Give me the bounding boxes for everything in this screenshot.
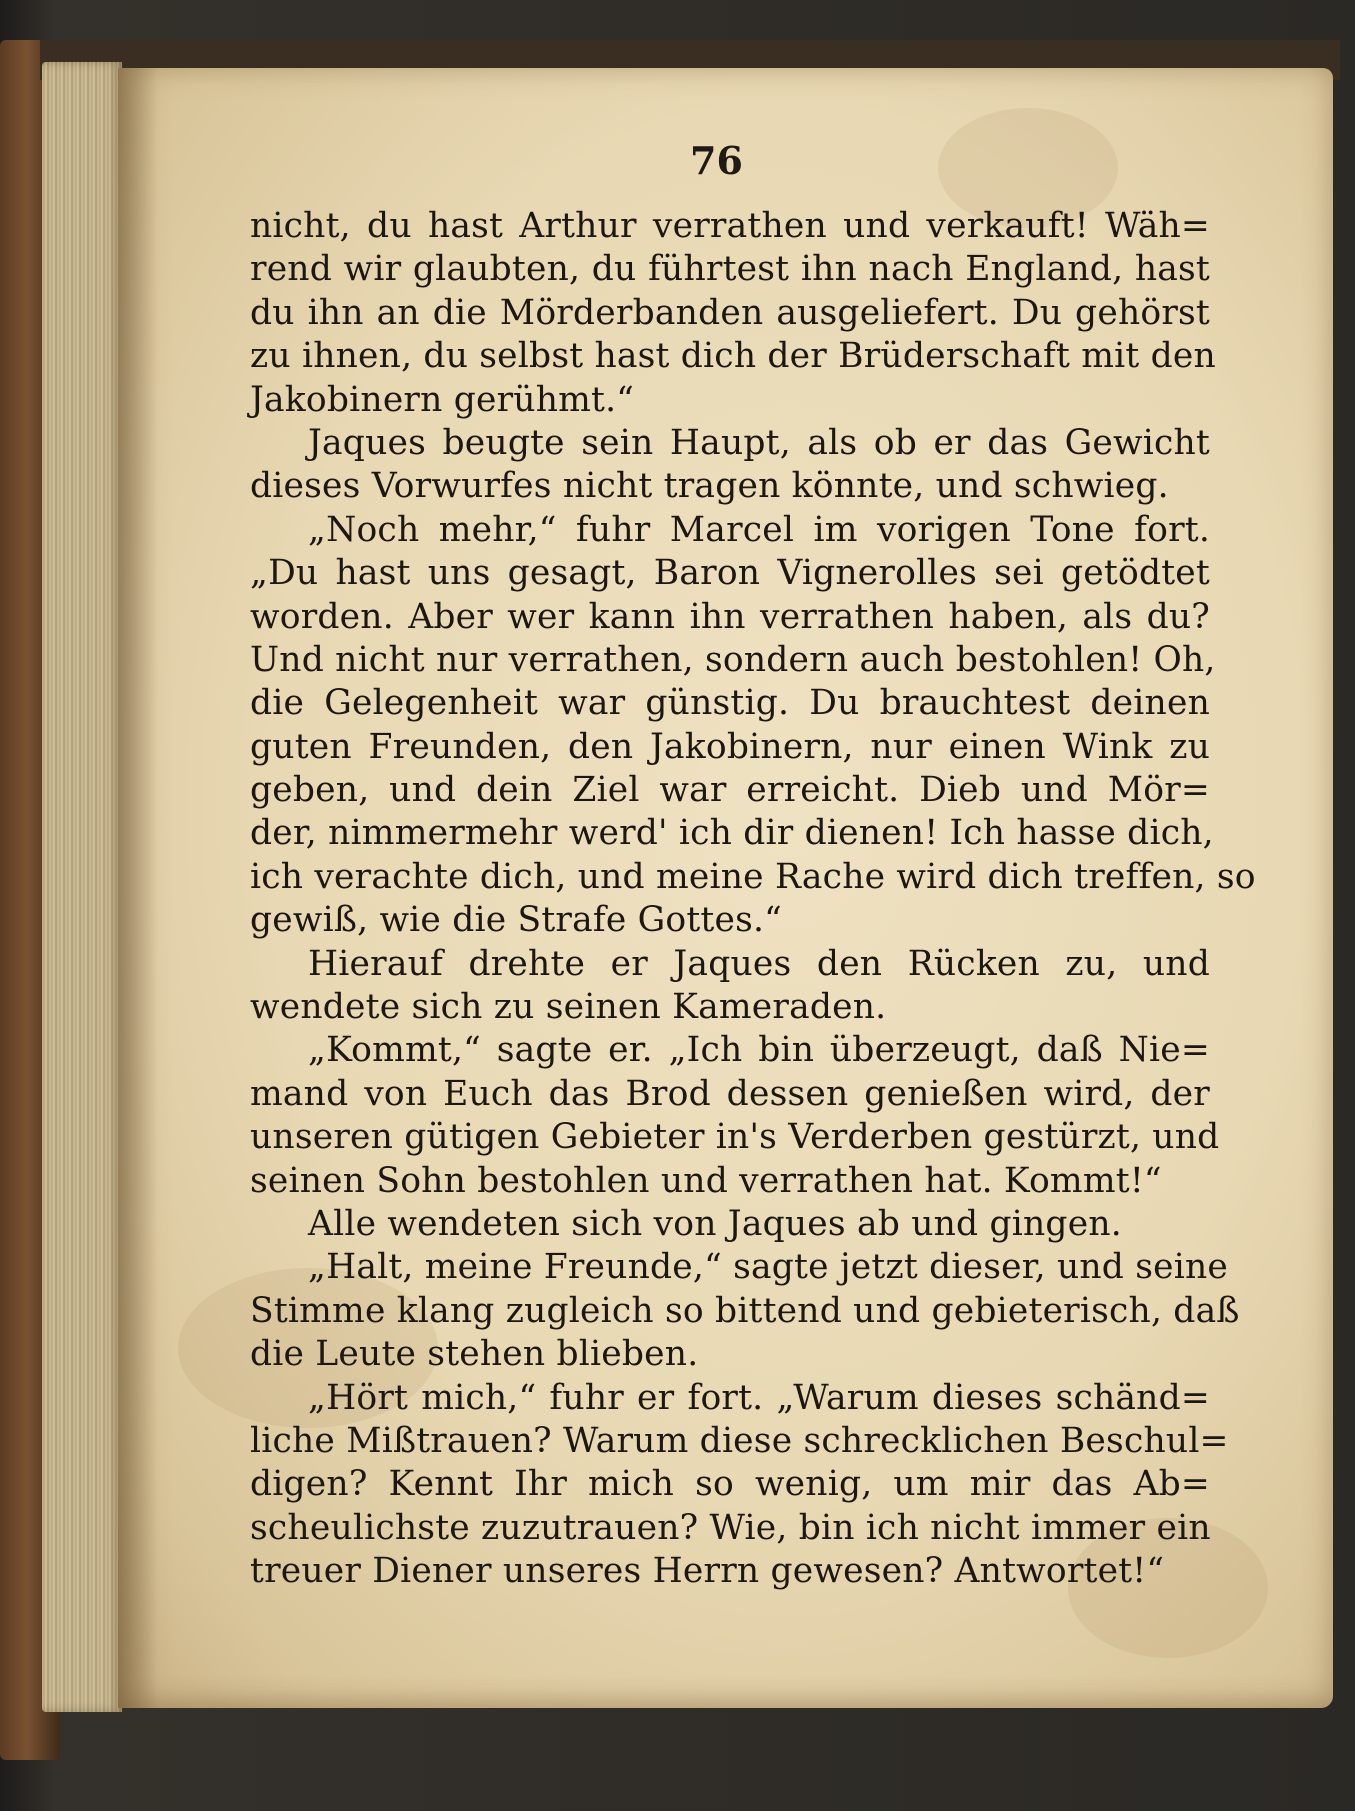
text-line: Stimme klang zugleich so bittend und gebieterisch, daß xyxy=(250,1290,1240,1331)
body-text xyxy=(250,205,1256,1594)
text-line: scheulichste zuzutrauen? Wie, bin ich nicht immer ein xyxy=(250,1507,1211,1548)
text-line: die Leute stehen blieben. xyxy=(250,1334,699,1375)
text-line: digen? Kennt Ihr mich so wenig, um mir das Ab= xyxy=(250,1464,1210,1505)
text-line: geben, und dein Ziel war erreicht. Dieb und Mör= xyxy=(250,770,1210,811)
text-line: mand von Euch das Brod dessen genießen wird, der xyxy=(250,1073,1210,1114)
text-line: Alle wendeten sich von Jaques ab und gingen. xyxy=(308,1203,1122,1244)
page-number: 76 xyxy=(690,138,743,183)
text-line: ich verachte dich, und meine Rache wird dich treffen, so xyxy=(250,856,1256,897)
text-line: Hierauf drehte er Jaques den Rücken zu, und xyxy=(308,943,1210,984)
text-line: Und nicht nur verrathen, sondern auch bestohlen! Oh, xyxy=(250,639,1216,680)
text-line: zu ihnen, du selbst hast dich der Brüderschaft mit den xyxy=(250,336,1216,377)
text-line: wendete sich zu seinen Kameraden. xyxy=(250,987,887,1028)
text-line: die Gelegenheit war günstig. Du brauchtest deinen xyxy=(250,683,1210,724)
text-line: „Du hast uns gesagt, Baron Vignerolles sei getödtet xyxy=(250,553,1210,594)
text-line: „Hört mich,“ fuhr er fort. „Warum dieses schänd= xyxy=(308,1377,1210,1418)
text-line: dieses Vorwurfes nicht tragen könnte, und schwieg. xyxy=(250,466,1169,507)
text-line: gewiß, wie die Strafe Gottes.“ xyxy=(250,900,782,941)
text-line: unseren gütigen Gebieter in's Verderben gestürzt, und xyxy=(250,1117,1220,1158)
text-line: seinen Sohn bestohlen und verrathen hat. Kommt!“ xyxy=(250,1160,1162,1201)
text-line: „Kommt,“ sagte er. „Ich bin überzeugt, daß Nie= xyxy=(308,1030,1210,1071)
text-line: rend wir glaubten, du führtest ihn nach England, hast xyxy=(250,249,1210,290)
text-line: Jakobinern gerühmt.“ xyxy=(250,379,635,420)
text-line: liche Mißtrauen? Warum diese schrecklichen Beschul= xyxy=(250,1420,1229,1461)
text-line: „Noch mehr,“ fuhr Marcel im vorigen Tone fort. xyxy=(308,509,1210,550)
text-line: treuer Diener unseres Herrn gewesen? Antwortet!“ xyxy=(250,1551,1165,1592)
page-edges xyxy=(42,62,122,1712)
text-line: der, nimmermehr werd' ich dir dienen! Ich hasse dich, xyxy=(250,813,1214,854)
text-line: Jaques beugte sein Haupt, als ob er das Gewicht xyxy=(308,422,1210,463)
text-line: worden. Aber wer kann ihn verrathen haben, als du? xyxy=(250,596,1210,637)
text-line: „Halt, meine Freunde,“ sagte jetzt dieser, und seine xyxy=(308,1247,1229,1288)
spine-shadow xyxy=(118,68,158,1708)
text-line: nicht, du hast Arthur verrathen und verkauft! Wäh= xyxy=(250,206,1210,246)
text-line: guten Freunden, den Jakobinern, nur einen Wink zu xyxy=(250,726,1210,767)
text-line: du ihn an die Mörderbanden ausgeliefert. Du gehörst xyxy=(250,292,1210,333)
